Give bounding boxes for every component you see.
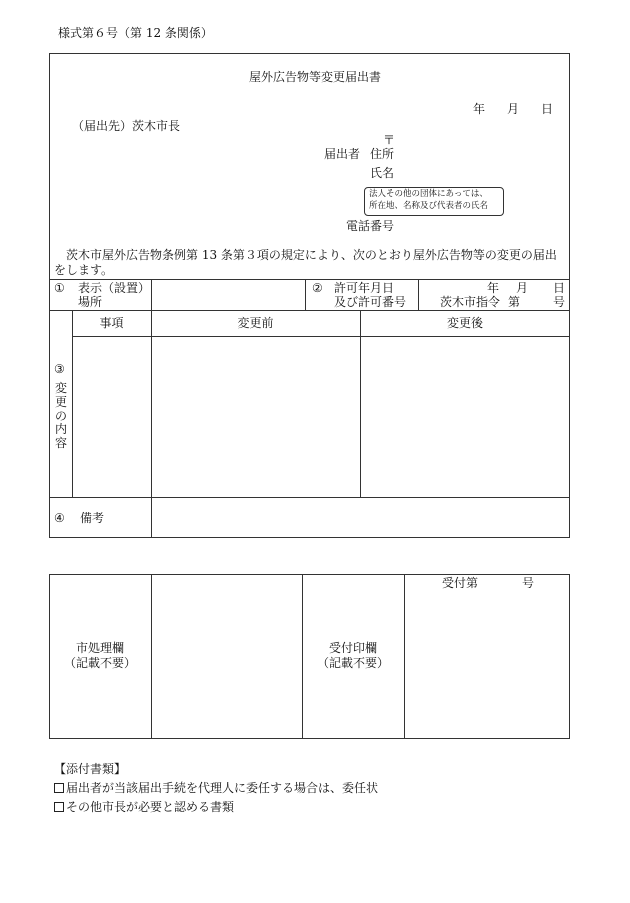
- notifier-label: 届出者: [324, 147, 361, 161]
- date-year[interactable]: 年: [473, 102, 486, 116]
- postal-mark: 〒: [383, 133, 396, 147]
- permit-dai: 第: [508, 295, 521, 309]
- permit-day[interactable]: 日: [553, 281, 566, 295]
- remarks-label: 備考: [80, 511, 105, 525]
- form-number: 様式第６号（第 12 条関係）: [58, 26, 213, 40]
- col-after-header: 変更後: [446, 316, 483, 330]
- location-label-1: 表示（設置）: [78, 281, 151, 295]
- change-before-cell[interactable]: [152, 337, 359, 496]
- receipt-suffix: 号: [522, 576, 535, 590]
- col-item-header: 事項: [99, 316, 124, 330]
- statement: 茨木市屋外広告物条例第 13 条第３項の規定により、次のとおり屋外広告物等の変更の届出をします。: [54, 248, 557, 277]
- row2-num: ②: [312, 281, 323, 295]
- permit-year[interactable]: 年: [487, 281, 500, 295]
- attachment-item: [54, 781, 378, 795]
- corporate-note-line1: 法人その他の団体にあっては、: [369, 189, 488, 199]
- permit-label-1: 許可年月日: [334, 281, 395, 295]
- location-label-2: 場所: [78, 295, 103, 309]
- remarks-field[interactable]: [152, 498, 569, 537]
- form-title: 屋外広告物等変更届出書: [248, 70, 381, 84]
- attachment-item: [54, 800, 234, 814]
- changes-vertical-label: 変更の内容: [54, 381, 67, 451]
- col-before-header: 変更前: [237, 316, 274, 330]
- date-month[interactable]: 月: [507, 102, 520, 116]
- checkbox[interactable]: [54, 783, 64, 793]
- receipt-prefix: 受付第: [442, 576, 479, 590]
- permit-go: 号: [553, 295, 566, 309]
- addressee: （届出先）茨木市長: [72, 119, 181, 133]
- row1-num: ①: [54, 281, 65, 295]
- city-processing-label: 市処理欄: [75, 641, 124, 655]
- corporate-note-line2: 所在地、名称及び代表者の氏名: [369, 201, 489, 211]
- receipt-stamp-label: 受付印欄: [328, 641, 377, 655]
- permit-prefix: 茨木市指令: [440, 295, 501, 309]
- change-after-cell[interactable]: [361, 337, 569, 496]
- change-item-cell[interactable]: [73, 337, 150, 496]
- permit-month[interactable]: 月: [516, 281, 529, 295]
- changes-num: ③: [54, 362, 65, 376]
- checkbox[interactable]: [54, 802, 64, 812]
- address-label: 住所: [370, 147, 395, 161]
- name-label: 氏名: [370, 166, 395, 180]
- attachment-text: 届出者が当該届出手続を代理人に委任する場合は、委任状: [66, 781, 379, 795]
- date-day[interactable]: 日: [541, 102, 554, 116]
- attachment-text: その他市長が必要と認める書類: [66, 800, 235, 814]
- remarks-num: ④: [54, 511, 65, 525]
- receipt-stamp-note: （記載不要）: [316, 656, 389, 670]
- attachments-heading: 【添付書類】: [54, 762, 127, 776]
- phone-label: 電話番号: [346, 219, 395, 233]
- city-processing-note: （記載不要）: [63, 656, 136, 670]
- permit-label-2: 及び許可番号: [334, 295, 407, 309]
